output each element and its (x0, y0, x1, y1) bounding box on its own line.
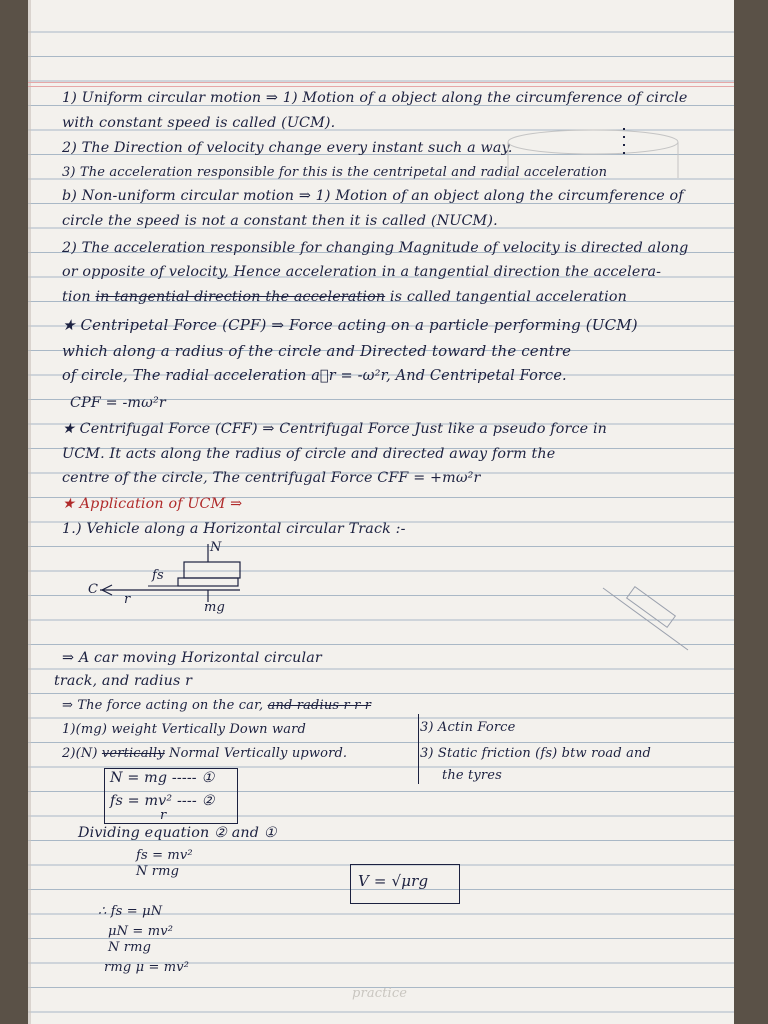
line-22-right: 3) Actin Force (420, 720, 516, 735)
line-19: ⇒ A car moving Horizontal circular (62, 650, 322, 666)
eq-5-numerator: μN = mv² (108, 924, 174, 939)
line-2: with constant speed is called (UCM). (62, 115, 336, 131)
label-fs: fs (152, 568, 164, 583)
line-10: ★ Centripetal Force (CPF) ⇒ Force acting on a particle performing (UCM) (62, 316, 638, 334)
line-6: circle the speed is not a constant then it is called (NUCM). (62, 213, 498, 229)
line-14: ★ Centrifugal Force (CFF) ⇒ Centrifugal Force Just like a pseudo force in (62, 421, 608, 437)
line-21-struck: and radius r r r (267, 698, 372, 713)
result-formula: V = √μrg (358, 872, 429, 890)
arrow-head (102, 585, 112, 590)
line-9-struck: in tangential direction the acceleration (95, 289, 386, 305)
car-base (178, 578, 238, 586)
eq-3-numerator: fs = mv² (136, 848, 193, 863)
line-16: centre of the circle, The centrifugal Force CFF = +mω²r (62, 470, 481, 486)
eq-4: ∴ fs = μN (98, 904, 163, 919)
line-9c: is called tangential acceleration (389, 289, 627, 305)
line-13: CPF = -mω²r (70, 395, 166, 411)
line-5: b) Non-uniform circular motion ⇒ 1) Motion of an object along the circumference of (62, 188, 684, 204)
line-27: Dividing equation ② and ① (78, 825, 277, 841)
line-20: track, and radius r (54, 673, 193, 689)
eq-3-denominator: N rmg (136, 864, 180, 879)
line-12: of circle, The radial acceleration a⃗r = -ω²r, And Centripetal Force. (62, 368, 567, 384)
line-7: 2) The acceleration responsible for changing Magnitude of velocity is directed along (62, 240, 689, 256)
faint-text: practice (352, 986, 408, 1001)
line-17: ★ Application of UCM ⇒ (62, 496, 243, 512)
line-18: 1.) Vehicle along a Horizontal circular Track :- (62, 521, 406, 537)
line-23 (62, 746, 347, 761)
label-C: C (88, 582, 99, 597)
vertical-divider (418, 714, 419, 784)
line-11: which along a radius of the circle and Directed toward the centre (62, 342, 572, 360)
line-4: 3) The acceleration responsible for this is the centripetal and radial acceleration (62, 165, 608, 180)
label-mg: mg (204, 600, 225, 615)
line-22: 1)(mg) weight Vertically Down ward (62, 722, 307, 737)
eq-6: rmg μ = mv² (104, 960, 190, 975)
faint-sketch (603, 588, 688, 650)
line-21 (62, 698, 371, 713)
label-r: r (124, 592, 131, 607)
line-24-right: the tyres (442, 768, 502, 783)
eq-2: fs = mv² ---- ② (110, 793, 215, 809)
notebook-page (28, 0, 734, 1024)
line-3: 2) The Direction of velocity change every instant such a way. (62, 140, 513, 156)
arrow-head (102, 590, 112, 595)
line-23-struck: vertically (101, 746, 165, 761)
faint-cylinder-top (508, 130, 678, 154)
line-23c: Normal Vertically upword. (169, 746, 348, 761)
line-9a: tion (62, 289, 91, 305)
eq-2-denominator: r (160, 808, 167, 823)
faint-sketch-box (627, 587, 676, 628)
line-23-right: 3) Static friction (fs) btw road and (420, 746, 651, 761)
line-21a: ⇒ The force acting on the car, (62, 698, 264, 713)
car-body (184, 562, 240, 578)
label-N: N (210, 540, 222, 555)
eq-1: N = mg ----- ① (110, 770, 215, 786)
eq-5-denominator: N rmg (108, 940, 152, 955)
line-23a: 2)(N) (62, 746, 98, 761)
line-8: or opposite of velocity, Hence acceleration in a tangential direction the accelera- (62, 264, 662, 280)
line-1: 1) Uniform circular motion ⇒ 1) Motion of a object along the circumference of circle (62, 90, 688, 106)
line-15: UCM. It acts along the radius of circle and directed away form the (62, 446, 556, 462)
